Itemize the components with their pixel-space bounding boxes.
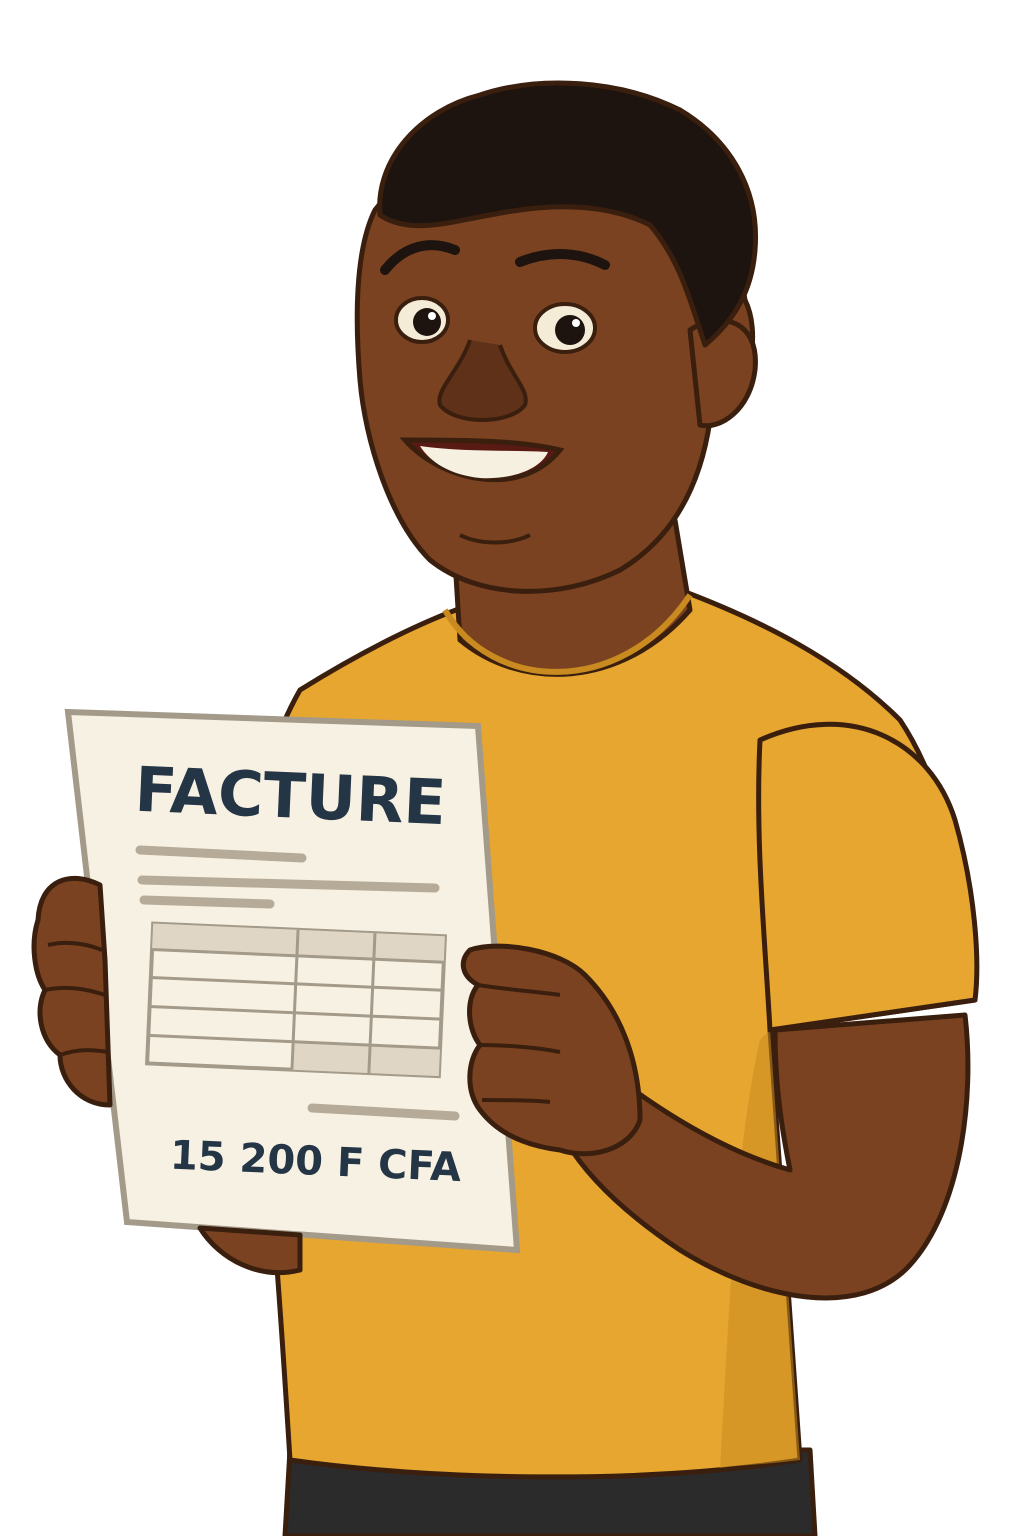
shirt-sleeve (759, 724, 977, 1030)
invoice-line (144, 900, 270, 904)
eye-highlight-left (428, 312, 436, 320)
pupil-right (555, 315, 585, 345)
eye-highlight-right (572, 319, 580, 327)
invoice-amount: 15 200 F CFA (169, 1132, 463, 1192)
pupil-left (413, 308, 441, 336)
invoice-table (147, 924, 445, 1077)
invoice-document (68, 712, 517, 1250)
arm-left (200, 1228, 300, 1273)
invoice-title: FACTURE (133, 752, 448, 840)
